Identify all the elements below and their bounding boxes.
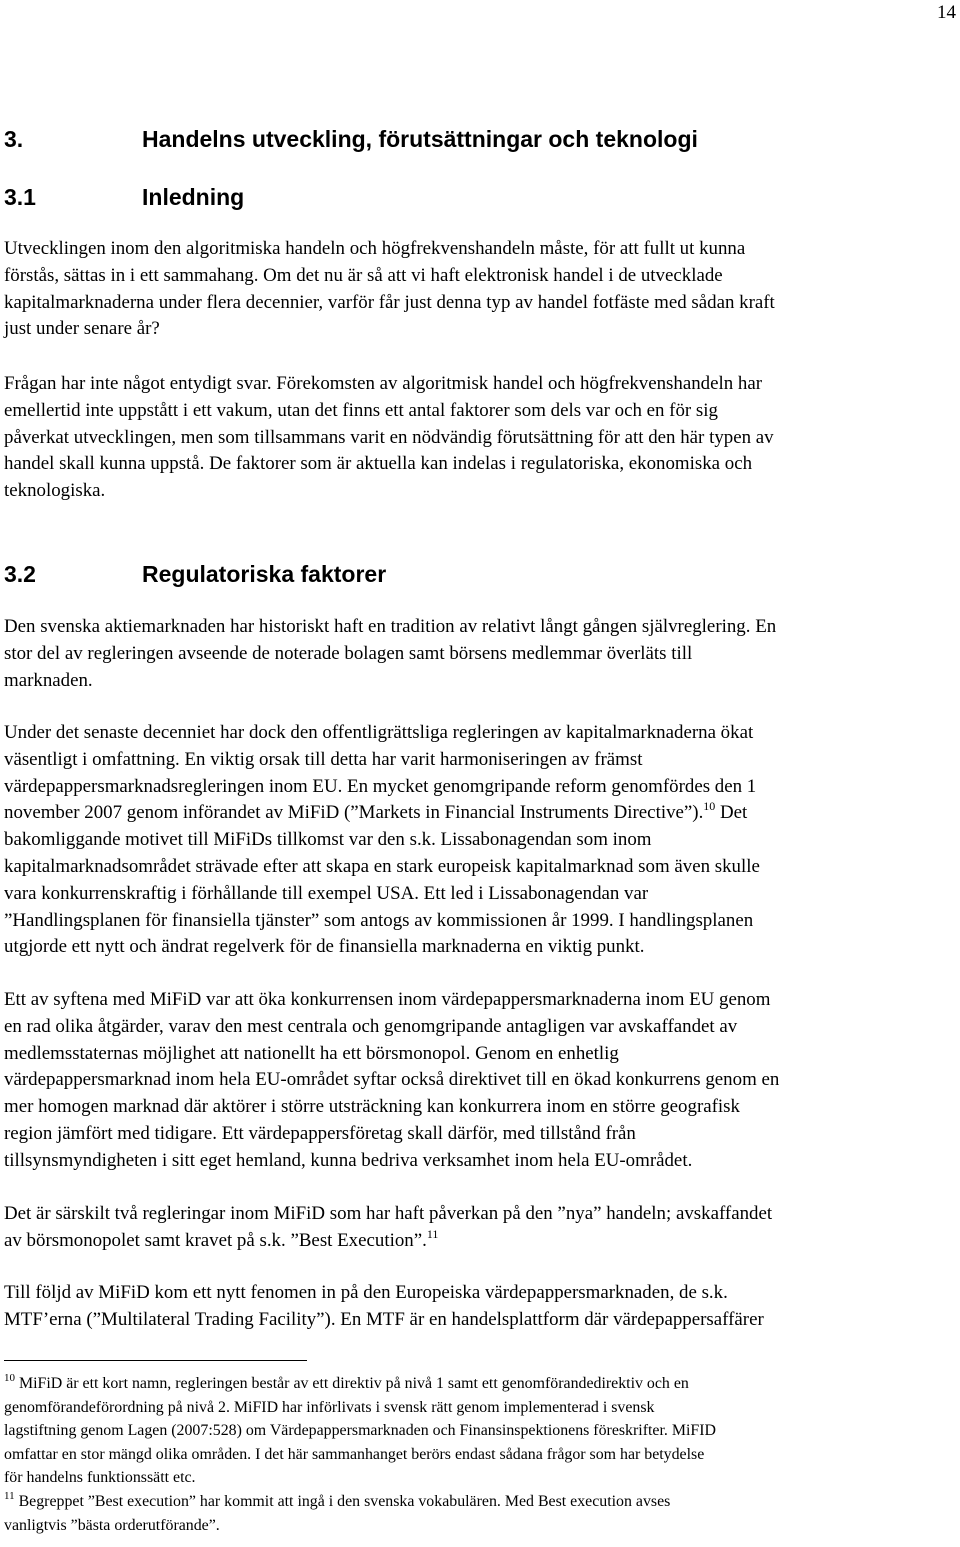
text-segment: av börsmonopolet samt kravet på s.k. ”Best Execution”. xyxy=(4,1229,427,1251)
paragraph-self-regulation xyxy=(4,614,957,694)
footnote-10 xyxy=(4,1372,957,1396)
text-line: Till följd av MiFiD kom ett nytt fenomen in på den Europeiska värdepappersmarknaden, de s.k. xyxy=(4,1282,728,1303)
text-line: emellertid inte uppstått i ett vakum, utan det finns ett antal faktorer som dels var och en för sig xyxy=(4,399,718,421)
text-line: förstås, sättas in i ett sammahang. Om det nu är så att vi haft elektronisk handel i de utvecklade xyxy=(4,264,723,286)
text-segment: Det xyxy=(715,802,748,824)
section-title: Regulatoriska faktorer xyxy=(142,561,387,587)
text-line: Det är särskilt två regleringar inom MiFiD som har haft påverkan på den ”nya” handeln; avskaffandet xyxy=(4,1203,773,1224)
text-line: teknologiska. xyxy=(4,480,106,502)
text-line: region jämfört med tidigare. Ett värdepappersföretag skall därför, med tillstånd från xyxy=(4,1122,636,1144)
footnote-text: lagstiftning genom Lagen (2007:528) om Värdepappersmarknaden och Finansinspektionens föreskrifter. MiFID xyxy=(4,1422,716,1440)
text-line: vara konkurrenskraftig i förhållande till exempel USA. Ett led i Lissabonagendan var xyxy=(4,882,649,904)
footnote-number: 11 xyxy=(4,1489,15,1502)
footnote-reference-10[interactable]: 10 xyxy=(703,799,716,814)
page-number: 14 xyxy=(937,2,956,23)
text-line: Utvecklingen inom den algoritmiska handeln och högfrekvenshandeln måste, för att fullt ut kunna xyxy=(4,238,746,259)
text-line: mer homogen marknad där aktörer i större utsträckning kan konkurrera inom en större geografisk xyxy=(4,1096,740,1118)
footnote-separator xyxy=(4,1360,307,1361)
paragraph-two-regulations xyxy=(4,1201,957,1255)
chapter-number: 3. xyxy=(4,126,24,152)
footnote-text: genomförandeförordning på nivå 2. MiFID har införlivats i svensk rätt genom implementerad i svensk xyxy=(4,1398,655,1416)
paragraph-factors xyxy=(4,371,957,505)
text-line: värdepappersmarknad inom hela EU-området syftar också direktivet till en ökad konkurrens genom en xyxy=(4,1069,780,1091)
paragraph-mifid-reform xyxy=(4,720,957,961)
section-number: 3.1 xyxy=(4,184,36,210)
text-line: kapitalmarknadsområdet strävade efter att skapa en stark europeisk kapitalmarknad som även skulle xyxy=(4,855,760,877)
text-line: kapitalmarknaderna under flera decennier, varför får just denna typ av handel fotfäste med sådan kraft xyxy=(4,291,775,313)
text-line: utgjorde ett nytt och ändrat regelverk för de finansiella marknaderna en viktig punkt. xyxy=(4,936,645,958)
text-line: stor del av regleringen avseende de noterade bolagen samt börsens medlemmar överläts till xyxy=(4,642,693,664)
footnote-text: för handelns funktionssätt etc. xyxy=(4,1469,196,1487)
text-line: ”Handlingsplanen för finansiella tjänster” som antogs av kommissionen år 1999. I handlingsplanen xyxy=(4,909,754,931)
paragraph-introduction xyxy=(4,236,957,343)
text-line: en rad olika åtgärder, varav den mest centrala och genomgripande antagligen var avskaffandet av xyxy=(4,1015,738,1037)
text-line: Frågan har inte något entydigt svar. Förekomsten av algoritmisk handel och högfrekvenshandeln har xyxy=(4,373,763,394)
text-line: handel skall kunna uppstå. De faktorer som är aktuella kan indelas i regulatoriska, ekonomiska och xyxy=(4,453,753,475)
footnote-number: 10 xyxy=(4,1372,15,1384)
paragraph-mifid-purpose xyxy=(4,987,957,1175)
text-line: tillsynsmyndigheten i sitt eget hemland, kunna bedriva verksamhet inom hela EU-området. xyxy=(4,1149,693,1171)
text-line: påverkat utvecklingen, men som tillsammans varit en nödvändig förutsättning för att den här typen av xyxy=(4,426,774,448)
text-line: Under det senaste decenniet har dock den offentligrättsliga regleringen av kapitalmarknaderna ökat xyxy=(4,722,754,743)
section-title: Inledning xyxy=(142,184,245,210)
text-line xyxy=(4,800,957,827)
footnotes xyxy=(4,1372,957,1537)
section-number: 3.2 xyxy=(4,561,36,587)
chapter-title: Handelns utveckling, förutsättningar och teknologi xyxy=(142,126,698,152)
footnote-text: MiFiD är ett kort namn, regleringen består av ett direktiv på nivå 1 samt ett genomförandedirektiv och en xyxy=(15,1375,689,1392)
text-line: Ett av syftena med MiFiD var att öka konkurrensen inom värdepappersmarknaderna inom EU genom xyxy=(4,989,771,1010)
paragraph-mtf xyxy=(4,1280,957,1334)
text-line: Den svenska aktiemarknaden har historiskt haft en tradition av relativt långt gången självreglering. En xyxy=(4,616,777,637)
footnote-reference-11[interactable]: 11 xyxy=(426,1226,439,1241)
section-heading-3-2 xyxy=(4,560,386,588)
text-line: MTF’erna (”Multilateral Trading Facility”). En MTF är en handelsplattform där värdepappersaffärer xyxy=(4,1308,764,1330)
footnote-text: omfattar en stor mängd olika områden. I det här sammanhanget berörs endast sådana frågor som har betydelse xyxy=(4,1445,705,1463)
section-heading-3-1 xyxy=(4,183,244,211)
text-line: bakomliggande motivet till MiFiDs tillkomst var den s.k. Lissabonagendan som inom xyxy=(4,829,652,851)
footnote-text: vanligtvis ”bästa orderutförande”. xyxy=(4,1516,220,1534)
text-line: värdepappersmarknadsregleringen inom EU. En mycket genomgripande reform genomfördes den 1 xyxy=(4,775,757,797)
footnote-text: Begreppet ”Best execution” har kommit att ingå i den svenska vokabulären. Med Best execution avses xyxy=(14,1492,671,1510)
text-line: just under senare år? xyxy=(4,318,160,340)
text-line xyxy=(4,1228,957,1255)
chapter-heading xyxy=(4,125,698,153)
footnote-11 xyxy=(4,1490,957,1514)
text-segment: november 2007 genom införandet av MiFiD (”Markets in Financial Instruments Directive”). xyxy=(4,802,704,824)
text-line: medlemsstaternas möjlighet att nationellt ha ett börsmonopol. Genom en enhetlig xyxy=(4,1042,619,1064)
text-line: väsentligt i omfattning. En viktig orsak till detta har varit harmoniseringen av främst xyxy=(4,748,643,770)
text-line: marknaden. xyxy=(4,669,93,691)
